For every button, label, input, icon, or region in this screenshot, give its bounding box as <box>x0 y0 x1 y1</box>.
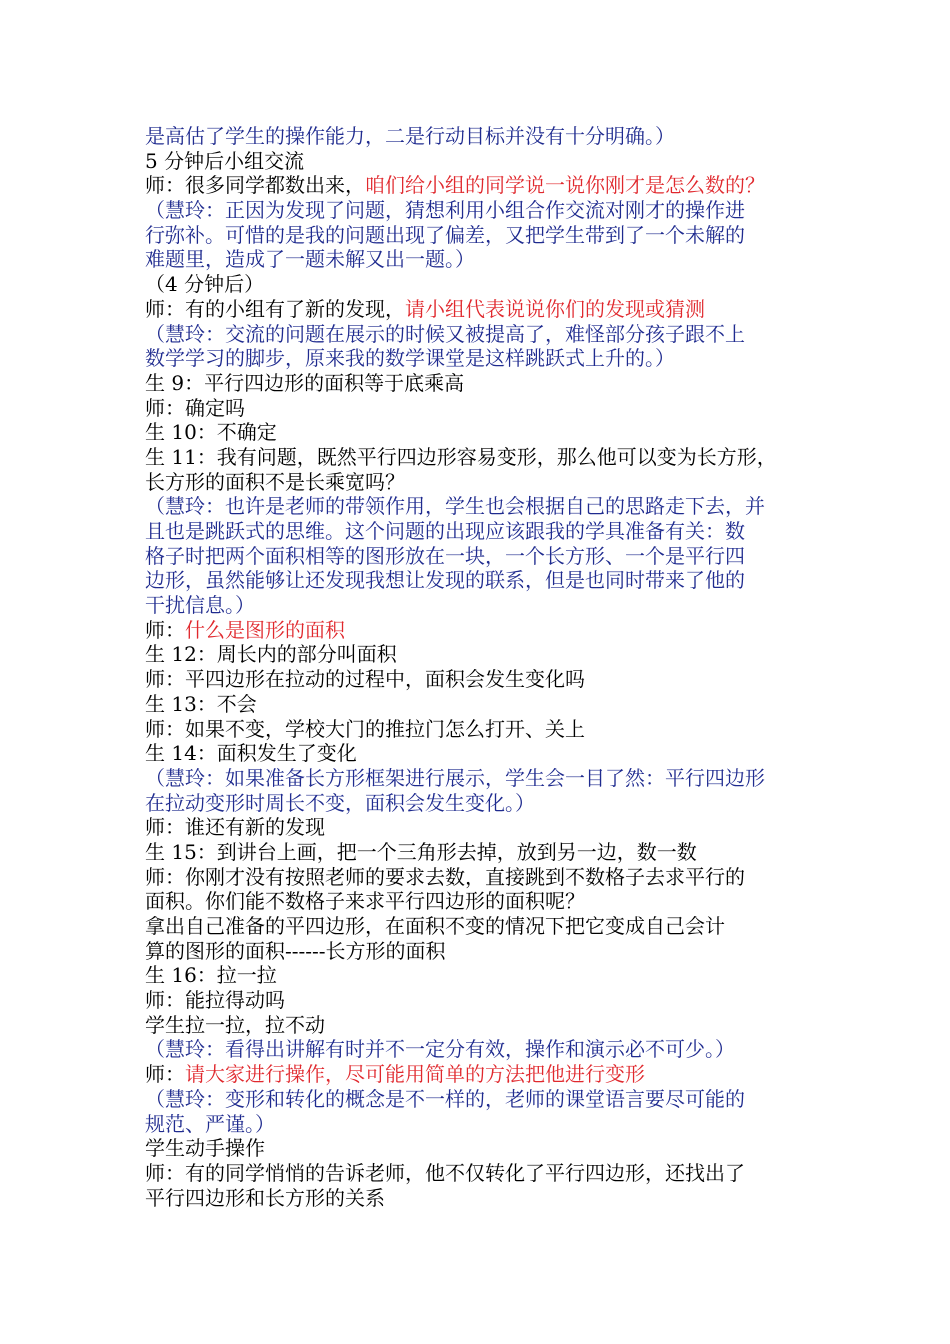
reflection-note-text: 且也是跳跃式的思维。这个问题的出现应该跟我的学具准备有关：数 <box>145 519 745 543</box>
text-line <box>145 988 815 1013</box>
reflection-note-text: （慧玲：变形和转化的概念是不一样的，老师的课堂语言要尽可能的 <box>145 1086 745 1111</box>
text-line <box>145 445 815 470</box>
text-line <box>145 741 815 766</box>
text-line <box>145 840 815 865</box>
text-line <box>145 766 815 791</box>
text-line <box>145 346 815 371</box>
text-line <box>145 247 815 272</box>
highlighted-question-text: 请大家进行操作，尽可能用简单的方法把他进行变形 <box>185 1062 645 1087</box>
transcript-text: （4 分钟后） <box>145 272 265 297</box>
transcript-text: 生 12：周长内的部分叫面积 <box>145 642 397 667</box>
transcript-text: 师： <box>145 617 185 642</box>
reflection-note-text: 难题里，造成了一题未解又出一题。） <box>145 247 475 272</box>
transcript-text: 师：谁还有新的发现 <box>145 815 325 840</box>
text-line <box>145 124 815 149</box>
text-line <box>145 963 815 988</box>
transcript-text: 平行四边形和长方形的关系 <box>145 1185 385 1210</box>
transcript-text: 生 14：面积发生了变化 <box>145 741 357 766</box>
text-line <box>145 544 815 569</box>
text-line <box>145 865 815 890</box>
text-line <box>145 791 815 816</box>
reflection-note-text: （慧玲：正因为发现了问题，猜想利用小组合作交流对刚才的操作进 <box>145 198 745 223</box>
text-line <box>145 1013 815 1038</box>
transcript-text: 师：平四边形在拉动的过程中，面积会发生变化吗 <box>145 667 585 692</box>
reflection-note-text: 边形，虽然能够让还发现我想让发现的联系，但是也同时带来了他的 <box>145 568 745 593</box>
text-line <box>145 1037 815 1062</box>
text-line <box>145 198 815 223</box>
text-line <box>145 914 815 939</box>
transcript-text: 生 9：平行四边形的面积等于底乘高 <box>145 370 465 395</box>
text-line <box>145 420 815 445</box>
transcript-text: 师：有的同学悄悄的告诉老师，他不仅转化了平行四边形，还找出了 <box>145 1160 745 1185</box>
transcript-text: 师：确定吗 <box>145 395 245 420</box>
transcript-text: 生 10：不确定 <box>145 420 277 445</box>
reflection-note-text: （慧玲：看得出讲解有时并不一定分有效，操作和演示必不可少。） <box>145 1037 735 1062</box>
text-line <box>145 1136 815 1161</box>
text-line <box>145 494 815 519</box>
transcript-text: 面积。你们能不数格子来求平行四边形的面积呢？ <box>145 889 585 914</box>
text-line <box>145 272 815 297</box>
transcript-text: 生 11：我有问题，既然平行四边形容易变形，那么他可以变为长方形， <box>145 444 777 469</box>
text-line <box>145 889 815 914</box>
text-line <box>145 1062 815 1087</box>
reflection-note-text: 规范、严谨。） <box>145 1111 275 1136</box>
transcript-text: 5 分钟后小组交流 <box>145 148 305 173</box>
text-line <box>145 815 815 840</box>
highlighted-question-text: 什么是图形的面积 <box>185 617 345 642</box>
text-line <box>145 692 815 717</box>
transcript-text: 师：如果不变，学校大门的推拉门怎么打开、关上 <box>145 716 585 741</box>
text-line <box>145 618 815 643</box>
highlighted-question-text: 请小组代表说说你们的发现或猜测 <box>405 296 705 321</box>
transcript-text: 生 16：拉一拉 <box>145 963 277 988</box>
reflection-note-text: 数学学习的脚步，原来我的数学课堂是这样跳跃式上升的。） <box>145 346 675 371</box>
text-line <box>145 717 815 742</box>
text-line <box>145 519 815 544</box>
transcript-text: 长方形的面积不是长乘宽吗？ <box>145 469 405 494</box>
reflection-note-text: 是高估了学生的操作能力，二是行动目标并没有十分明确。） <box>145 124 675 148</box>
transcript-text: 师：能拉得动吗 <box>145 988 285 1013</box>
text-line <box>145 568 815 593</box>
text-line <box>145 297 815 322</box>
text-line <box>145 371 815 396</box>
reflection-note-text: 在拉动变形时周长不变，面积会发生变化。） <box>145 790 535 815</box>
transcript-text: 生 15：到讲台上画，把一个三角形去掉，放到另一边，数一数 <box>145 839 697 864</box>
transcript-text: 学生动手操作 <box>145 1136 265 1161</box>
reflection-note-text: （慧玲：也许是老师的带领作用，学生也会根据自己的思路走下去，并 <box>145 494 765 519</box>
transcript-text: 师：你刚才没有按照老师的要求去数，直接跳到不数格子去求平行的 <box>145 864 745 889</box>
transcript-text: 师： <box>145 1062 185 1087</box>
highlighted-question-text: 咱们给小组的同学说一说你刚才是怎么数的？ <box>365 173 765 198</box>
reflection-note-text: 干扰信息。） <box>145 593 255 618</box>
text-line <box>145 1087 815 1112</box>
reflection-note-text: （慧玲：交流的问题在展示的时候又被提高了，难怪部分孩子跟不上 <box>145 321 745 346</box>
transcript-text: 生 13：不会 <box>145 691 257 716</box>
text-line <box>145 667 815 692</box>
text-line <box>145 173 815 198</box>
text-line <box>145 396 815 421</box>
text-line <box>145 322 815 347</box>
transcript-text: 拿出自己准备的平四边形，在面积不变的情况下把它变成自己会计 <box>145 914 725 938</box>
text-line <box>145 593 815 618</box>
reflection-note-text: 格子时把两个面积相等的图形放在一块，一个长方形、一个是平行四 <box>145 543 745 568</box>
text-line <box>145 939 815 964</box>
transcript-text: 师：很多同学都数出来， <box>145 173 365 198</box>
document-page <box>145 124 815 1210</box>
text-line <box>145 642 815 667</box>
text-line <box>145 1112 815 1137</box>
text-line <box>145 1161 815 1186</box>
transcript-text: 学生拉一拉，拉不动 <box>145 1012 325 1037</box>
text-line <box>145 470 815 495</box>
text-line <box>145 149 815 174</box>
text-line <box>145 1186 815 1211</box>
reflection-note-text: 行弥补。可惜的是我的问题出现了偏差，又把学生带到了一个未解的 <box>145 222 745 247</box>
reflection-note-text: （慧玲：如果准备长方形框架进行展示，学生会一目了然：平行四边形 <box>145 765 765 790</box>
text-line <box>145 223 815 248</box>
transcript-text: 师：有的小组有了新的发现， <box>145 296 405 321</box>
transcript-text: 算的图形的面积------长方形的面积 <box>145 938 446 963</box>
